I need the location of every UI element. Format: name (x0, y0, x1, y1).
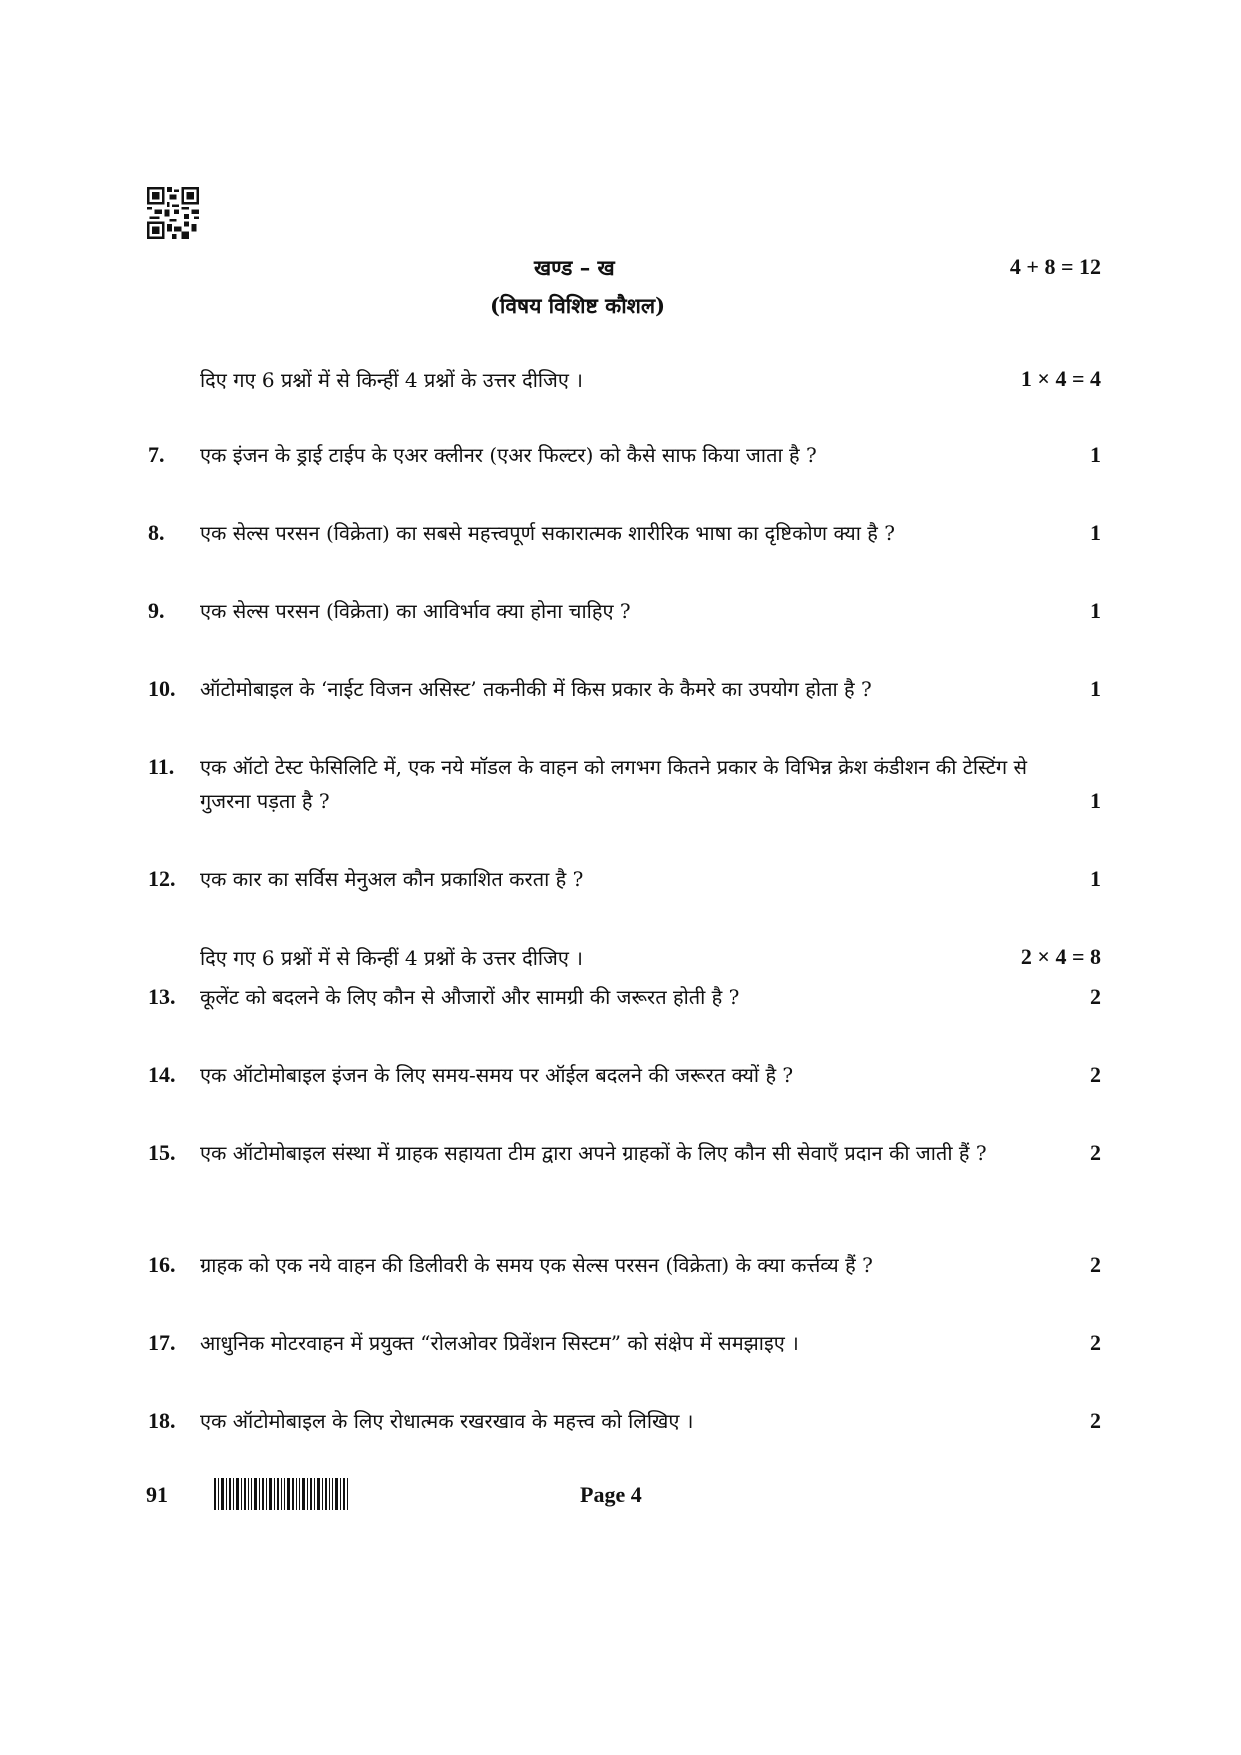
question (148, 1248, 1101, 1282)
question-number: 13. (148, 984, 176, 1009)
barcode-icon (214, 1478, 348, 1510)
question-marks: 2 (1090, 1062, 1101, 1087)
question-number: 15. (148, 1140, 176, 1165)
question-number: 17. (148, 1330, 176, 1355)
section-title: खण्ड – ख (534, 255, 615, 280)
question-marks: 2 (1090, 1330, 1101, 1355)
question-text: आधुनिक मोटरवाहन में प्रयुक्त “रोलओवर प्रिवेंशन सिस्टम” को संक्षेप में समझाइए । (200, 1331, 799, 1355)
question-text: ग्राहक को एक नये वाहन की डिलीवरी के समय एक सेल्स परसन (विक्रेता) के क्या कर्त्तव्य हैं ? (200, 1253, 873, 1277)
question-number: 14. (148, 1062, 176, 1087)
question-marks: 1 (1090, 442, 1101, 467)
question-number: 9. (148, 598, 165, 623)
qr-code (147, 187, 199, 239)
question-text: कूलेंट को बदलने के लिए कौन से औजारों और सामग्री की जरूरत होती है ? (200, 985, 740, 1009)
question-number: 8. (148, 520, 165, 545)
question-marks: 1 (1090, 676, 1101, 701)
question (148, 516, 1101, 550)
question-number: 7. (148, 442, 165, 467)
question (148, 1136, 1101, 1170)
question-text: एक सेल्स परसन (विक्रेता) का सबसे महत्त्वपूर्ण सकारात्मक शारीरिक भाषा का दृष्टिकोण क्या है ? (200, 521, 896, 545)
question (148, 672, 1101, 706)
section-header (0, 254, 1241, 334)
question (148, 1058, 1101, 1092)
question-number: 16. (148, 1252, 176, 1277)
question-number: 11. (148, 754, 175, 779)
question-marks: 1 (1090, 788, 1101, 813)
section-subtitle: (विषय विशिष्ट कौशल) (490, 293, 666, 318)
question-text: एक ऑटोमोबाइल इंजन के लिए समय-समय पर ऑईल बदलने की जरूरत क्यों है ? (200, 1063, 794, 1087)
group-instruction (200, 366, 1101, 393)
question (148, 1404, 1101, 1438)
question-text: एक सेल्स परसन (विक्रेता) का आविर्भाव क्या होना चाहिए ? (200, 599, 631, 623)
question-marks: 1 (1090, 598, 1101, 623)
question (148, 438, 1101, 472)
instruction-marks: 1 × 4 = 4 (1020, 366, 1101, 391)
page-footer (0, 1478, 1241, 1518)
group-instruction (200, 944, 1101, 971)
instruction-text: दिए गए 6 प्रश्नों में से किन्हीं 4 प्रश्नों के उत्तर दीजिए । (200, 368, 583, 392)
question-text: एक ऑटो टेस्ट फेसिलिटि में, एक नये मॉडल के वाहन को लगभग कितने प्रकार के विभिन्न क्रेश कंडीशन की टेस्टिंग से गुजरना पड़ता है ? (200, 755, 1028, 813)
question-text: एक ऑटोमोबाइल के लिए रोधात्मक रखरखाव के महत्त्व को लिखिए । (200, 1409, 694, 1433)
question-number: 18. (148, 1408, 176, 1433)
question-marks: 1 (1090, 866, 1101, 891)
question-number: 12. (148, 866, 176, 891)
question (148, 594, 1101, 628)
question-text: एक ऑटोमोबाइल संस्था में ग्राहक सहायता टीम द्वारा अपने ग्राहकों के लिए कौन सी सेवाएँ प्रदान की जाती हैं ? (200, 1141, 987, 1165)
question-number: 10. (148, 676, 176, 701)
question-marks: 2 (1090, 1408, 1101, 1433)
section-total-marks: 4 + 8 = 12 (1009, 254, 1101, 279)
question-text: एक इंजन के ड्राई टाईप के एअर क्लीनर (एअर फिल्टर) को कैसे साफ किया जाता है ? (200, 443, 817, 467)
question (148, 750, 1101, 818)
question-marks: 2 (1090, 1252, 1101, 1277)
question (148, 980, 1101, 1014)
paper-code: 91 (146, 1482, 168, 1507)
question-text: एक कार का सर्विस मेनुअल कौन प्रकाशित करता है ? (200, 867, 584, 891)
page-number: Page 4 (580, 1482, 642, 1507)
instruction-marks: 2 × 4 = 8 (1020, 944, 1101, 969)
instruction-text: दिए गए 6 प्रश्नों में से किन्हीं 4 प्रश्नों के उत्तर दीजिए । (200, 946, 583, 970)
question (148, 862, 1101, 896)
question-marks: 1 (1090, 520, 1101, 545)
question-marks: 2 (1090, 984, 1101, 1009)
question-text: ऑटोमोबाइल के ‘नाईट विजन असिस्ट’ तकनीकी में किस प्रकार के कैमरे का उपयोग होता है ? (200, 677, 872, 701)
question-marks: 2 (1090, 1140, 1101, 1165)
question (148, 1326, 1101, 1360)
